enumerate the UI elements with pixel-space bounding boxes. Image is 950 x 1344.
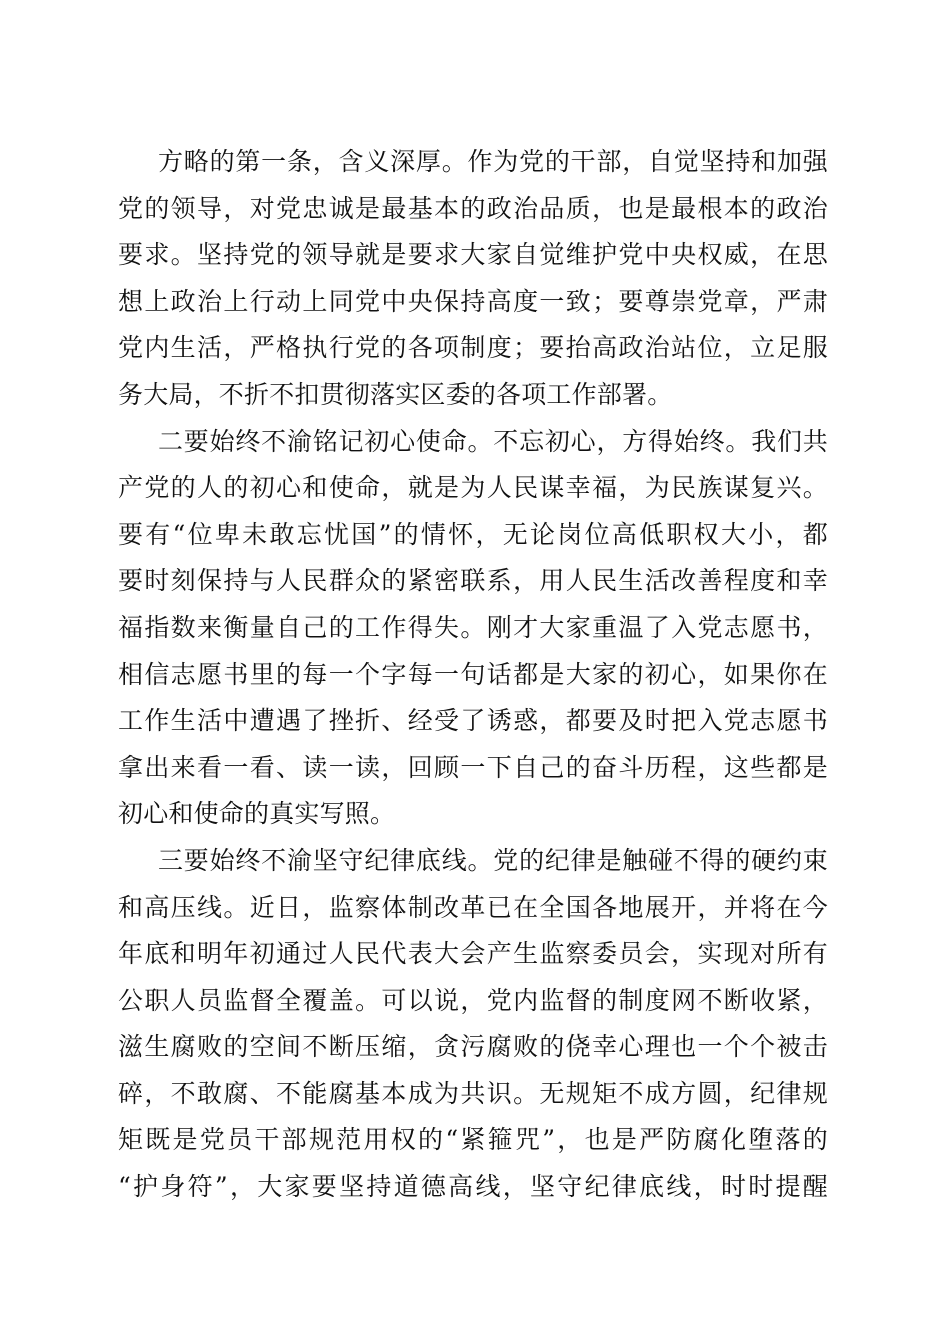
- text-line: 二要始终不渝铭记初心使命。不忘初心，方得始终。我们共: [158, 426, 828, 456]
- text-line: 务大局，不折不扣贯彻落实区委的各项工作部署。: [118, 379, 673, 409]
- text-line: 相信志愿书里的每一个字每一句话都是大家的初心，如果你在: [118, 659, 828, 689]
- text-line: 年底和明年初通过人民代表大会产生监察委员会，实现对所有: [118, 939, 828, 969]
- text-line: 要求。坚持党的领导就是要求大家自觉维护党中央权威，在思: [118, 240, 828, 270]
- text-line: 矩既是党员干部规范用权的“紧箍咒”，也是严防腐化堕落的: [118, 1125, 828, 1155]
- text-line: “护身符”，大家要坚持道德高线，坚守纪律底线，时时提醒: [118, 1172, 828, 1202]
- text-line: 要时刻保持与人民群众的紧密联系，用人民生活改善程度和幸: [118, 566, 828, 596]
- text-line: 党内生活，严格执行党的各项制度；要抬高政治站位，立足服: [118, 333, 828, 363]
- paragraph-2: [118, 419, 828, 838]
- paragraph-1: [118, 139, 828, 419]
- text-line: 党的领导，对党忠诚是最基本的政治品质，也是最根本的政治: [118, 193, 828, 223]
- paragraph-3: [118, 838, 828, 1211]
- text-line: 福指数来衡量自己的工作得失。刚才大家重温了入党志愿书，: [118, 612, 828, 642]
- text-line: 产党的人的初心和使命，就是为人民谋幸福，为民族谋复兴。: [118, 473, 828, 503]
- text-line: 工作生活中遭遇了挫折、经受了诱惑，都要及时把入党志愿书: [118, 706, 828, 736]
- text-line: 和高压线。近日，监察体制改革已在全国各地展开，并将在今: [118, 892, 828, 922]
- text-line: 三要始终不渝坚守纪律底线。党的纪律是触碰不得的硬约束: [158, 845, 828, 875]
- text-line: 拿出来看一看、读一读，回顾一下自己的奋斗历程，这些都是: [118, 752, 828, 782]
- text-line: 初心和使命的真实写照。: [118, 799, 396, 829]
- document-body: [118, 139, 828, 1211]
- text-line: 滋生腐败的空间不断压缩，贪污腐败的侥幸心理也一个个被击: [118, 1032, 828, 1062]
- text-line: 方略的第一条，含义深厚。作为党的干部，自觉坚持和加强: [158, 147, 828, 176]
- text-line: 碎，不敢腐、不能腐基本成为共识。无规矩不成方圆，纪律规: [118, 1078, 828, 1108]
- text-line: 公职人员监督全覆盖。可以说，党内监督的制度网不断收紧，: [118, 985, 828, 1015]
- text-line: 要有“位卑未敢忘忧国”的情怀，无论岗位高低职权大小，都: [118, 519, 828, 549]
- text-line: 想上政治上行动上同党中央保持高度一致；要尊崇党章，严肃: [118, 286, 828, 316]
